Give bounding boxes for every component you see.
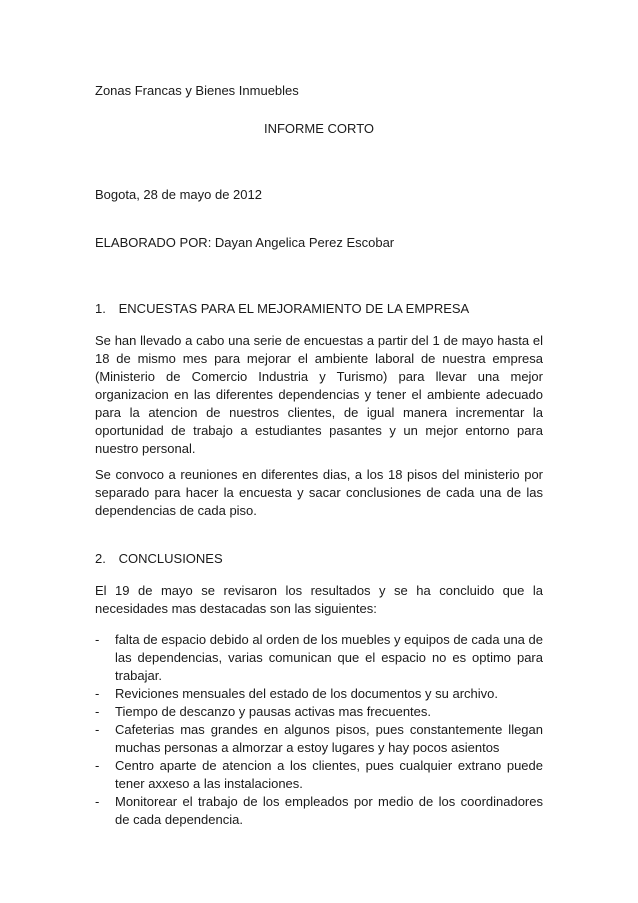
list-item [95,757,543,793]
section-1-title: ENCUESTAS PARA EL MEJORAMIENTO DE LA EMPRESA [118,301,470,316]
section-1-number: 1. [95,301,106,316]
list-item-text: falta de espacio debido al orden de los muebles y equipos de cada una de las dependencias, varias comunican que el espacio no es optimo para trabajar. [115,632,543,683]
bullet-dash: - [95,704,100,719]
list-item-text: Tiempo de descanzo y pausas activas mas frecuentes. [115,704,432,719]
bullet-dash: - [95,632,100,647]
bullet-dash: - [95,758,100,773]
author-line: ELABORADO POR: Dayan Angelica Perez Escobar [95,235,395,250]
list-item [95,703,543,721]
bullet-dash: - [95,686,100,701]
section-2-heading [95,550,223,568]
section-1-paragraph-1: Se han llevado a cabo una serie de encuestas a partir del 1 de mayo hasta el 18 de mismo mes para mejorar el ambiente laboral de nuestra empresa (Ministerio de Comercio Industria y Turismo) para llevar una mejor organizacion en las diferentes dependencias y tener el ambiente adecuado para la atencion de nuestros clientes, de igual manera incrementar la oportunidad de trabajo a estudiantes pasantes y un mejor entorno para nuestro personal. [95,333,543,456]
bullet-dash: - [95,722,100,737]
section-2-number: 2. [95,551,106,566]
bullet-dash: - [95,794,100,809]
conclusions-list [95,631,543,829]
section-1-paragraph-2: Se convoco a reuniones en diferentes dias, a los 18 pisos del ministerio por separado para hacer la encuesta y sacar conclusiones de cada una de las dependencias de cada piso. [95,467,543,518]
list-item [95,631,543,685]
list-item [95,721,543,757]
list-item-text: Cafeterias mas grandes en algunos pisos, pues constantemente llegan muchas personas a almorzar a estoy lugares y hay pocos asientos [115,722,543,755]
list-item-text: Reviciones mensuales del estado de los documentos y su archivo. [115,686,498,701]
place-date: Bogota, 28 de mayo de 2012 [95,187,262,202]
list-item [95,685,543,703]
company-name: Zonas Francas y Bienes Inmuebles [95,83,299,98]
list-item-text: Monitorear el trabajo de los empleados por medio de los coordinadores de cada dependencia. [115,794,543,827]
list-item [95,793,543,829]
section-2-intro: El 19 de mayo se revisaron los resultados y se ha concluido que la necesidades mas destacadas son las siguientes: [95,583,543,616]
section-1-heading [95,300,469,318]
section-2-title: CONCLUSIONES [118,551,223,566]
report-title: INFORME CORTO [263,121,375,136]
list-item-text: Centro aparte de atencion a los clientes, pues cualquier extrano puede tener axxeso a las instalaciones. [115,758,543,791]
